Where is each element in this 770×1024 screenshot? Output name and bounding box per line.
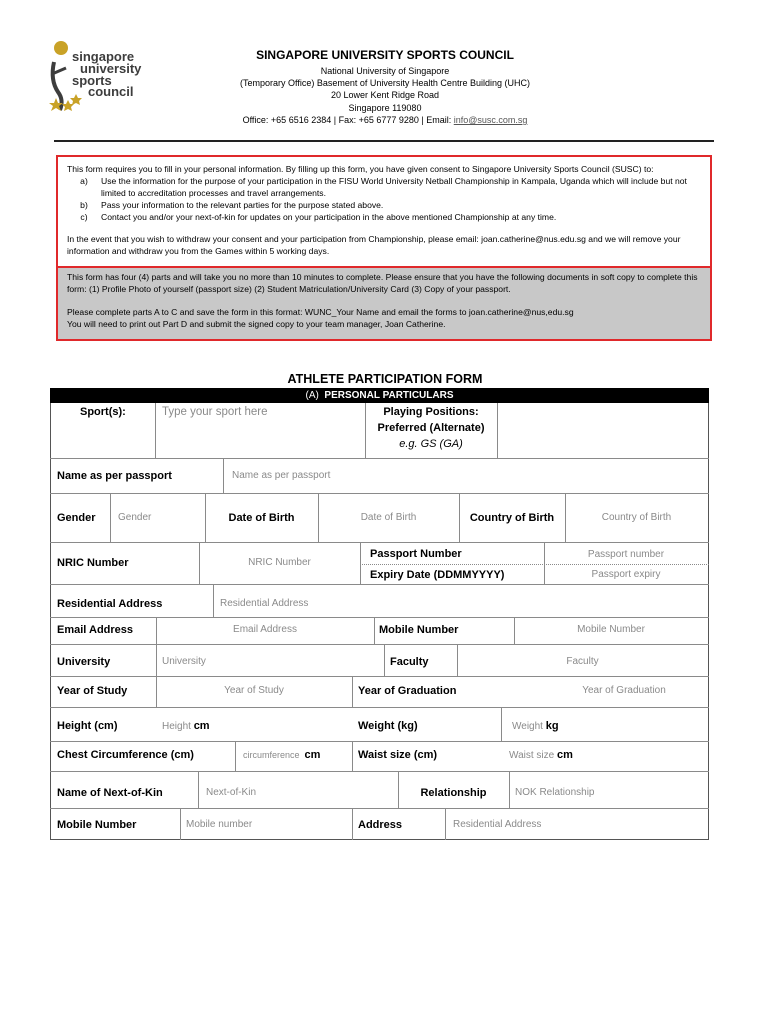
address-line-1: National University of Singapore: [320, 66, 450, 76]
relationship-label: Relationship: [420, 787, 487, 799]
sport-label: Sport(s):: [80, 406, 126, 418]
nok-mobile-input[interactable]: Mobile number: [186, 819, 253, 830]
instructions-documents: This form has four (4) parts and will take you no more than 10 minutes to complete. Please ensure that you have the following documents in soft copy to complete this form: (1) Profile Photo of yourself (passport size) (2) Student Matriculation/University Card (3) Copy of your passport.: [67, 272, 698, 294]
consent-notice: [56, 155, 712, 341]
col-divider: [501, 707, 502, 741]
mobile-input[interactable]: Mobile Number: [577, 624, 645, 635]
col-divider: [198, 771, 199, 808]
col-divider: [384, 644, 385, 676]
dob-label: Date of Birth: [228, 512, 295, 524]
nok-address-input[interactable]: Residential Address: [453, 819, 542, 830]
nric-label: NRIC Number: [57, 557, 129, 569]
positions-sublabel: Preferred (Alternate): [377, 422, 485, 434]
university-label: University: [57, 656, 111, 668]
col-divider: [360, 542, 361, 584]
instructions-print: You will need to print out Part D and submit the signed copy to your team manager, Joan Catherine.: [67, 319, 446, 329]
logo-word-3: sports: [72, 73, 112, 88]
graduation-year-label: Year of Graduation: [358, 685, 457, 697]
row-divider: [50, 808, 709, 809]
col-divider: [213, 584, 214, 617]
form-title: ATHLETE PARTICIPATION FORM: [287, 372, 483, 386]
passport-number-label: Passport Number: [370, 548, 462, 560]
height-label: Height (cm): [57, 720, 118, 732]
logo-word-1: singapore: [72, 49, 135, 64]
col-divider: [374, 617, 375, 644]
notice-intro: This form requires you to fill in your personal information. By filling up this form, you have given consent to Singapore University Sports Council (SUSC) to:: [67, 164, 654, 174]
contact-line: Office: +65 6516 2384 | Fax: +65 6777 9280 | Email: info@susc.com.sg: [242, 115, 528, 125]
col-divider: [156, 644, 157, 676]
cob-input[interactable]: Country of Birth: [601, 512, 672, 523]
height-input[interactable]: Height cm: [162, 720, 210, 732]
section-a-header: (A) PERSONAL PARTICULARS: [50, 388, 709, 403]
passport-name-label: Name as per passport: [57, 470, 172, 482]
nok-name-input[interactable]: Next-of-Kin: [206, 787, 257, 798]
faculty-input[interactable]: Faculty: [566, 656, 599, 667]
waist-label: Waist size (cm): [358, 749, 438, 761]
col-divider: [352, 741, 353, 771]
row-divider: [50, 617, 709, 618]
weight-unit: kg: [545, 720, 559, 732]
instructions-panel: [58, 266, 710, 339]
residential-address-label: Residential Address: [57, 598, 163, 610]
chest-input[interactable]: circumference cm: [243, 749, 321, 761]
row-divider: [50, 741, 709, 742]
row-divider: [50, 493, 709, 494]
address-line-3: 20 Lower Kent Ridge Road: [330, 90, 440, 100]
row-divider: [50, 771, 709, 772]
row-divider: [50, 542, 709, 543]
notice-withdraw: In the event that you wish to withdraw your consent and your participation from Championship, please email: joan.catherine@nus.edu.sg and we will remove your information and withdraw you from the Games within 5 working days.: [67, 234, 681, 256]
positions-example: e.g. GS (GA): [399, 438, 463, 450]
gender-label: Gender: [57, 512, 96, 524]
organization-title: SINGAPORE UNIVERSITY SPORTS COUNCIL: [256, 48, 514, 62]
col-divider: [180, 808, 181, 840]
col-divider: [223, 458, 224, 493]
waist-unit: cm: [556, 749, 573, 761]
university-input[interactable]: University: [162, 656, 206, 667]
nok-mobile-label: Mobile Number: [57, 819, 137, 831]
address-line-2: (Temporary Office) Basement of University Health Centre Building (UHC): [240, 78, 530, 88]
logo-word-2: university: [80, 61, 142, 76]
chest-label: Chest Circumference (cm): [57, 749, 194, 761]
notice-item-b: b) Pass your information to the relevant parties for the purpose stated above.: [80, 200, 384, 210]
col-divider: [352, 808, 353, 840]
height-unit: cm: [193, 720, 210, 732]
faculty-label: Faculty: [390, 656, 429, 668]
col-divider: [110, 493, 111, 542]
logo-word-4: council: [88, 84, 134, 99]
relationship-input[interactable]: NOK Relationship: [515, 787, 595, 798]
email-link[interactable]: info@susc.com.sg: [453, 115, 528, 125]
col-divider: [445, 808, 446, 840]
email-input[interactable]: Email Address: [233, 624, 297, 635]
gender-input[interactable]: Gender: [118, 512, 152, 523]
passport-expiry-label: Expiry Date (DDMMYYYY): [370, 569, 505, 581]
address-line-4: Singapore 119080: [348, 103, 422, 113]
weight-input[interactable]: Weight kg: [512, 720, 559, 732]
weight-label: Weight (kg): [358, 720, 418, 732]
positions-label: Playing Positions:: [383, 406, 479, 418]
row-divider: [50, 458, 709, 459]
nric-input[interactable]: NRIC Number: [248, 557, 311, 568]
col-divider: [155, 403, 156, 458]
row-divider: [50, 584, 709, 585]
year-of-study-label: Year of Study: [57, 685, 128, 697]
year-of-study-input[interactable]: Year of Study: [224, 685, 284, 696]
passport-expiry-input[interactable]: Passport expiry: [591, 569, 661, 580]
sport-input[interactable]: Type your sport here: [162, 406, 268, 418]
passport-number-input[interactable]: Passport number: [587, 549, 665, 560]
row-divider: [360, 564, 709, 565]
col-divider: [509, 771, 510, 808]
col-divider: [352, 676, 353, 707]
graduation-year-input[interactable]: Year of Graduation: [582, 685, 666, 696]
waist-input[interactable]: Waist size cm: [509, 749, 573, 761]
mobile-label: Mobile Number: [379, 624, 459, 636]
notice-item-a: a) Use the information for the purpose of your participation in the FISU World University Netball Championship in Kampala, Uganda which will include but not limited to accreditation processes and travel arrangements.: [80, 176, 687, 198]
nok-address-label: Address: [358, 819, 403, 831]
col-divider: [235, 741, 236, 771]
residential-address-input[interactable]: Residential Address: [220, 598, 309, 609]
nok-name-label: Name of Next-of-Kin: [57, 787, 163, 799]
row-divider: [50, 644, 709, 645]
row-divider: [50, 676, 709, 677]
email-label: Email Address: [57, 624, 134, 636]
chest-unit: cm: [304, 749, 321, 761]
row-divider: [50, 707, 709, 708]
header-divider: [54, 140, 714, 142]
notice-item-c: c) Contact you and/or your next-of-kin for updates on your participation in the above mentioned Championship at any time.: [80, 212, 557, 222]
positions-input[interactable]: [498, 404, 708, 457]
instructions-submit: Please complete parts A to C and save the form in this format: WUNC_Your Name and email the forms to joan.catherine@nus,edu.sg: [67, 307, 574, 317]
passport-name-input[interactable]: Name as per passport: [232, 470, 331, 481]
dob-input[interactable]: Date of Birth: [360, 512, 417, 523]
cob-label: Country of Birth: [469, 512, 555, 524]
